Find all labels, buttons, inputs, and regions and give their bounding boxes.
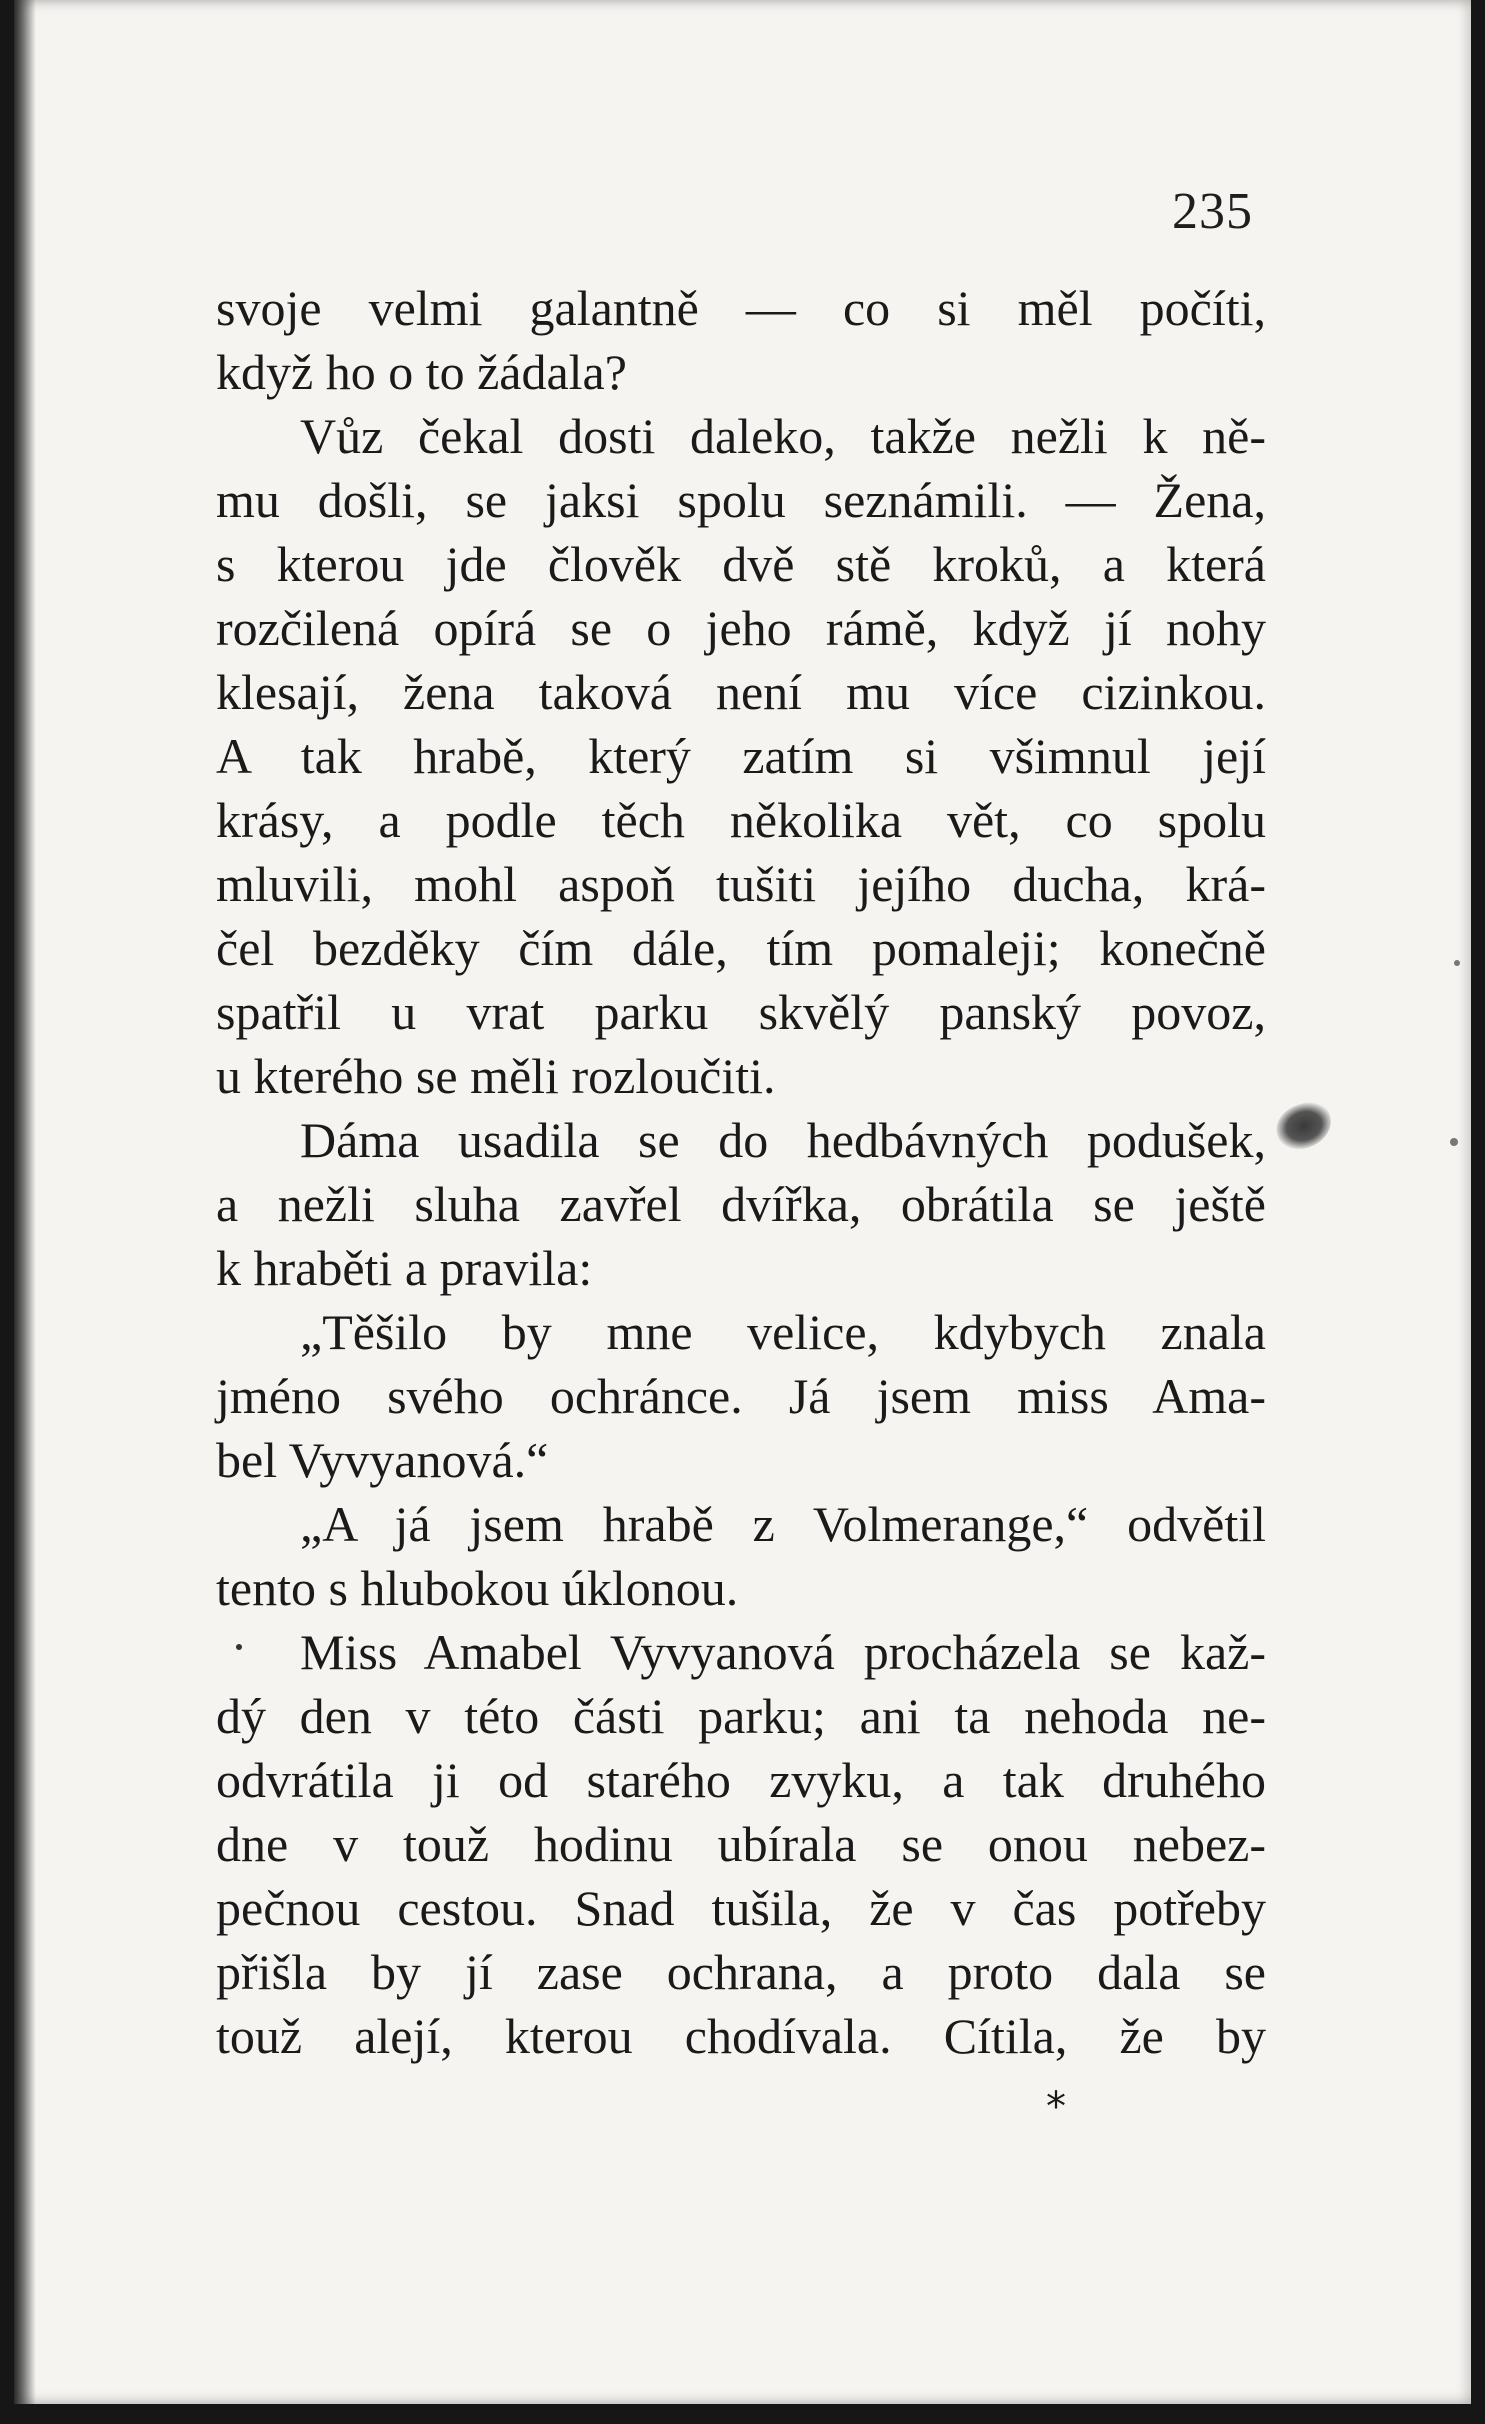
page-gutter-shadow: [14, 0, 36, 2404]
speck: [1454, 960, 1460, 966]
body-text: [216, 276, 1266, 2068]
text-line: spatřil u vrat parku skvělý panský povoz,: [216, 984, 1266, 1040]
text-line: dý den v této části parku; ani ta nehoda ne-: [216, 1688, 1266, 1744]
text-line: jméno svého ochránce. Já jsem miss Ama-: [216, 1368, 1266, 1424]
text-line: s kterou jde člověk dvě stě kroků, a která: [216, 536, 1266, 592]
speck: [236, 1644, 242, 1650]
text-line: u kterého se měli rozloučiti.: [216, 1048, 776, 1104]
text-line: pečnou cestou. Snad tušila, že v čas potřeby: [216, 1880, 1266, 1936]
text-line: a nežli sluha zavřel dvířka, obrátila se ještě: [216, 1176, 1266, 1232]
signature-mark: *: [1046, 2084, 1066, 2130]
text-line: A tak hrabě, který zatím si všimnul její: [216, 728, 1266, 784]
text-line: touž alejí, kterou chodívala. Cítila, že by: [216, 2008, 1266, 2064]
text-line: Miss Amabel Vyvyanová procházela se kaž-: [300, 1624, 1266, 1680]
text-line: tento s hlubokou úklonou.: [216, 1560, 739, 1616]
book-page: [14, 0, 1471, 2404]
text-line: dne v touž hodinu ubírala se onou nebez-: [216, 1816, 1266, 1872]
text-line: mluvili, mohl aspoň tušiti jejího ducha, krá-: [216, 856, 1266, 912]
speck: [1450, 1138, 1458, 1146]
text-line: přišla by jí zase ochrana, a proto dala se: [216, 1944, 1266, 2000]
text-line: k hraběti a pravila:: [216, 1240, 593, 1296]
text-line: klesají, žena taková není mu více cizinkou.: [216, 664, 1266, 720]
text-line: „A já jsem hrabě z Volmerange,“ odvětil: [300, 1496, 1266, 1552]
text-line: krásy, a podle těch několika vět, co spolu: [216, 792, 1266, 848]
page-number: 235: [1172, 183, 1253, 240]
text-line: když ho o to žádala?: [216, 344, 627, 400]
text-line: bel Vyvyanová.“: [216, 1432, 549, 1488]
ink-blot: [1271, 1096, 1338, 1155]
text-line: čel bezděky čím dále, tím pomaleji; konečně: [216, 920, 1266, 976]
text-line: Vůz čekal dosti daleko, takže nežli k ně-: [300, 408, 1266, 464]
text-line: svoje velmi galantně — co si měl počíti,: [216, 280, 1266, 336]
text-line: „Těšilo by mne velice, kdybych znala: [300, 1304, 1266, 1360]
text-line: mu došli, se jaksi spolu seznámili. — Žena,: [216, 472, 1266, 528]
text-line: rozčilená opírá se o jeho rámě, když jí nohy: [216, 600, 1266, 656]
text-line: odvrátila ji od starého zvyku, a tak druhého: [216, 1752, 1266, 1808]
text-line: Dáma usadila se do hedbávných podušek,: [300, 1112, 1266, 1168]
